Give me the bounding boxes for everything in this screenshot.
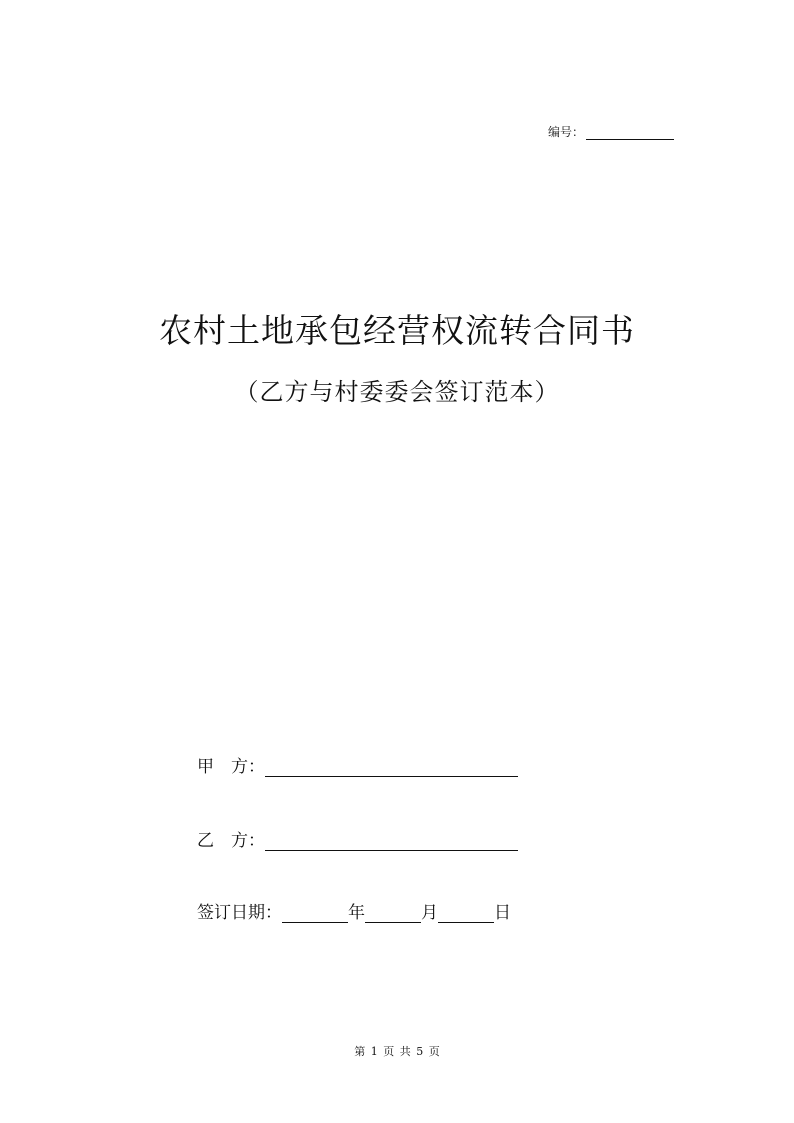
sign-day-blank[interactable]	[438, 904, 494, 923]
year-unit: 年	[348, 903, 365, 923]
party-a-blank[interactable]	[265, 758, 518, 777]
doc-number-blank[interactable]	[586, 127, 674, 140]
sign-date-field	[197, 898, 511, 923]
sign-month-blank[interactable]	[365, 904, 421, 923]
party-b-label-char2: 方：	[231, 831, 265, 851]
day-unit: 日	[494, 903, 511, 923]
doc-number	[548, 123, 674, 140]
page-footer: 第 1 页 共 5 页	[354, 1045, 440, 1058]
month-unit: 月	[421, 903, 438, 923]
party-b-blank[interactable]	[265, 832, 518, 851]
party-a-label-char2: 方：	[231, 757, 265, 777]
document-title: 农村土地承包经营权流转合同书	[159, 311, 635, 350]
doc-number-label: 编号：	[548, 125, 585, 139]
party-b-field	[197, 826, 518, 851]
party-b-label-char1: 乙	[197, 831, 214, 851]
party-a-label-char1: 甲	[197, 757, 214, 777]
sign-year-blank[interactable]	[282, 904, 348, 923]
party-a-field	[197, 752, 518, 777]
sign-date-label: 签订日期：	[197, 903, 282, 923]
document-subtitle: （乙方与村委委会签订范本）	[234, 378, 560, 406]
